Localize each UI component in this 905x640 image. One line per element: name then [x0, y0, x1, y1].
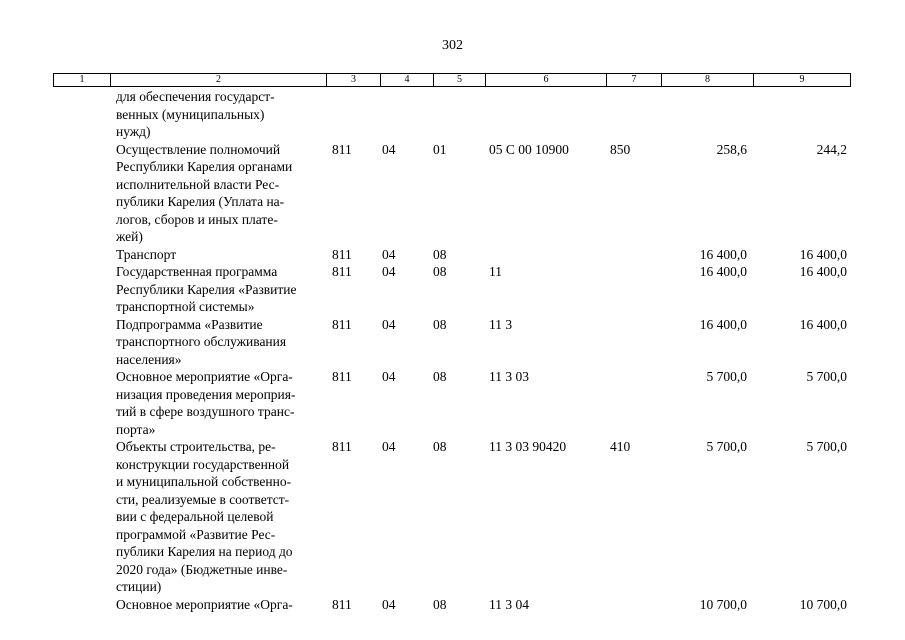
row-col7: [606, 596, 661, 614]
row-col8: 5 700,0: [706, 439, 747, 454]
row-col5: 08: [433, 316, 447, 332]
header-cell-6: 6: [486, 74, 607, 87]
row-col5: [433, 88, 485, 141]
row-col4: 04: [382, 369, 396, 384]
row-col9: 244,2: [816, 141, 847, 157]
table-row: [53, 368, 850, 438]
header-cell-1: 1: [54, 74, 111, 87]
row-col4: 04: [382, 439, 396, 454]
row-col4: 04: [382, 141, 396, 157]
table-header: [53, 73, 851, 87]
row-col9: [753, 88, 850, 141]
row-col9: 16 400,0: [799, 316, 847, 332]
row-col6: 11 3 03: [489, 369, 529, 384]
table-row: [53, 141, 850, 246]
header-row: [54, 74, 851, 87]
row-col3: 811: [332, 141, 352, 157]
row-name: Осуществление полномочий Республики Карелия органами исполнительной власти Рес- публики Карелия (Уплата на- логов, сборов и иных плате- жей): [116, 141, 293, 244]
row-col4: [380, 88, 433, 141]
header-cell-4: 4: [381, 74, 434, 87]
row-col5: 08: [433, 264, 447, 279]
page-number: 302: [442, 38, 463, 53]
row-col8: 16 400,0: [699, 246, 747, 262]
row-col4: 04: [382, 264, 396, 279]
row-name: Объекты строительства, ре- конструкции государственной и муниципальной собственно- сти, реализуемые в соответст- вии с федеральной целевой программой «Развитие Рес- публики Карелия на период до 2020 года» (Бюджетные инве- стиции): [116, 439, 293, 594]
row-col8: 258,6: [716, 141, 747, 157]
row-col4: 04: [382, 246, 396, 262]
budget-table-body: [53, 88, 850, 613]
row-col5: 08: [433, 439, 447, 454]
row-col4: 04: [382, 316, 396, 332]
row-col3: [326, 88, 380, 141]
row-name: Основное мероприятие «Орга-: [116, 596, 293, 612]
header-cell-8: 8: [662, 74, 754, 87]
row-col6: 11: [489, 264, 502, 279]
row-col8: [661, 88, 753, 141]
row-name: Подпрограмма «Развитие транспортного обслуживания населения»: [116, 316, 287, 367]
row-col5: 08: [433, 369, 447, 384]
row-col8: 10 700,0: [699, 596, 747, 612]
row-col6: 11 3 03 90420: [489, 439, 567, 454]
row-col7: [606, 88, 661, 141]
table-row: [53, 263, 850, 316]
row-name: для обеспечения государст- венных (муниципальных) нужд): [116, 89, 275, 139]
row-col9: 16 400,0: [799, 246, 847, 262]
row-col9: 10 700,0: [799, 596, 847, 612]
row-col9: 16 400,0: [799, 264, 847, 279]
header-cell-2: 2: [111, 74, 327, 87]
row-col7: [606, 246, 661, 264]
row-name: Основное мероприятие «Орга- низация проведения мероприя- тий в сфере воздушного транс- порта»: [116, 369, 296, 437]
header-cell-7: 7: [607, 74, 662, 87]
row-col7: [606, 263, 661, 316]
row-col3: 811: [332, 246, 352, 262]
row-col6: [485, 246, 606, 264]
header-cell-9: 9: [754, 74, 851, 87]
table-row: [53, 316, 850, 369]
table-row: [53, 596, 850, 614]
row-col8: 5 700,0: [706, 369, 747, 384]
row-col6: 11 3: [489, 316, 513, 332]
table-row: [53, 88, 850, 141]
row-col9: 5 700,0: [806, 439, 847, 454]
row-col7: 410: [610, 439, 631, 454]
row-col3: 811: [332, 369, 352, 384]
row-col6: 05 С 00 10900: [489, 141, 569, 157]
header-cell-3: 3: [327, 74, 381, 87]
row-col6: 11 3 04: [489, 596, 529, 612]
table-row: [53, 246, 850, 264]
row-col5: 08: [433, 596, 447, 612]
row-name: Государственная программа Республики Карелия «Развитие транспортной системы»: [116, 264, 297, 314]
row-col4: 04: [382, 596, 396, 612]
row-col7: [606, 316, 661, 369]
row-col5: 01: [433, 141, 447, 157]
row-col5: 08: [433, 246, 447, 262]
row-col7: 850: [610, 141, 631, 157]
row-col3: 811: [332, 264, 352, 279]
table-row: [53, 438, 850, 596]
row-col8: 16 400,0: [699, 264, 747, 279]
row-name: Транспорт: [116, 246, 177, 262]
row-col9: 5 700,0: [806, 369, 847, 384]
row-col6: [485, 88, 606, 141]
header-cell-5: 5: [434, 74, 486, 87]
row-col8: 16 400,0: [699, 316, 747, 332]
row-col3: 811: [332, 316, 352, 332]
row-col7: [606, 368, 661, 438]
row-col3: 811: [332, 596, 352, 612]
row-col3: 811: [332, 439, 352, 454]
